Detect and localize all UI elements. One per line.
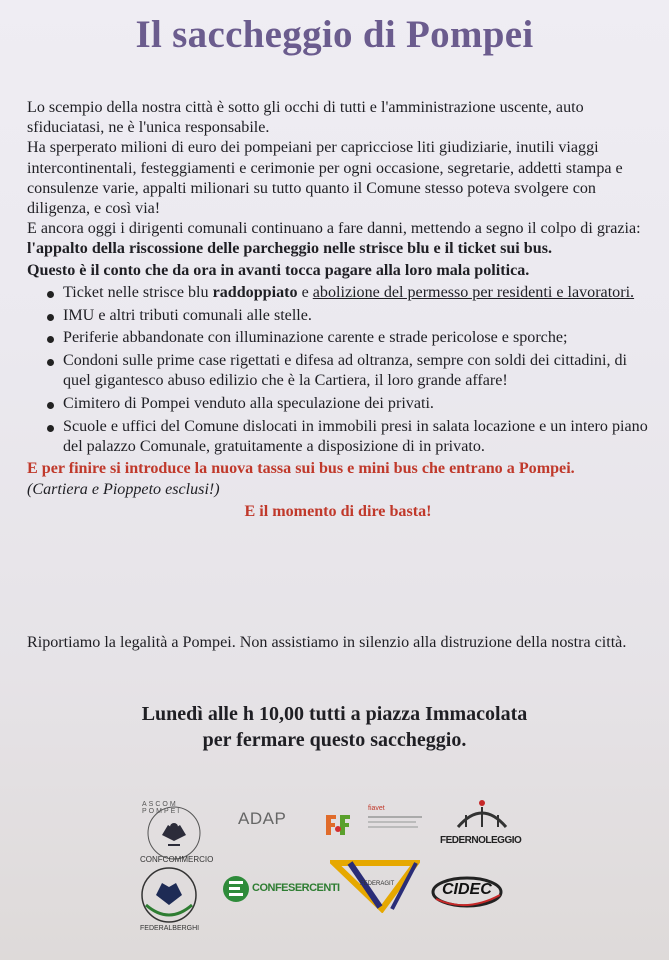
bullet-icon — [47, 336, 54, 343]
paragraph-3-bold: l'appalto della riscossione delle parcheggio nelle strisce blu e il ticket sui bus. — [27, 240, 552, 258]
bullet-icon — [47, 314, 54, 321]
federnoleggio-icon — [452, 797, 512, 833]
fiavet-mark-icon — [322, 809, 372, 841]
call-line-1: Lunedì alle h 10,00 tutti a piazza Immacolata — [141, 703, 528, 725]
cidec-logo — [430, 873, 504, 911]
fiavet-logo — [322, 803, 428, 843]
bullet-icon — [47, 425, 54, 432]
call-to-action — [0, 701, 669, 753]
fiavet-label: fiavet — [368, 805, 385, 812]
paragraph-3 — [27, 219, 649, 259]
federnoleggio-label: FEDERNOLEGGIO — [440, 835, 522, 846]
bullet-icon — [47, 291, 54, 298]
call-line-2: per fermare questo saccheggio. — [202, 729, 467, 751]
federalberghi-logo — [134, 865, 204, 937]
list-item: IMU e altri tributi comunali alle stelle. — [47, 306, 649, 326]
adap-logo: ADAP — [238, 809, 287, 828]
bullet-list — [27, 283, 649, 457]
confesercenti-logo — [222, 873, 340, 909]
paragraph-2: Ha sperperato milioni di euro dei pompeiani per capricciose liti giudiziarie, inutili viaggi intercontinentali, festeggiamenti e cerimonie per ogni occasione, segretarie, addetti stampa e consulenze varie, appalti milionari su tutto quanto il Comune stesso poteva svolgere con diligenza, e così via! — [27, 139, 623, 218]
bullet-icon — [47, 359, 54, 366]
confcommercio-label: CONFCOMMERCIO — [140, 855, 214, 864]
federagit-logo — [330, 859, 420, 913]
list-item: Ticket nelle strisce blu raddoppiato e abolizione del permesso per residenti e lavoratori. — [47, 283, 649, 303]
bullet-icon — [47, 402, 54, 409]
paragraph-1: Lo scempio della nostra città è sotto gli occhi di tutti e l'amministrazione uscente, auto sfiduciatasi, ne è l'unica responsabile. — [27, 99, 584, 137]
federagit-label: FEDERAGIT — [360, 881, 395, 887]
list-item: Cimitero di Pompei venduto alla speculazione dei privati. — [47, 394, 649, 414]
closing-slogan: E il momento di dire basta! — [244, 502, 432, 520]
paragraph-4: Questo è il conto che da ora in avanti tocca pagare alla loro mala politica. — [27, 261, 530, 279]
federalberghi-seal-icon — [134, 865, 204, 925]
confesercenti-label: CONFESERCENTI — [252, 882, 340, 894]
list-item: Scuole e uffici del Comune dislocati in immobili presi in salata locazione e un intero piano del palazzo Comunale, gratuitamente a disposizione di in privato. — [47, 417, 649, 457]
closing-italic-line: (Cartiera e Pioppeto esclusi!) — [27, 480, 220, 498]
paragraph-3-plain: E ancora oggi i dirigenti comunali continuano a fare danni, mettendo a segno il colpo di grazia: — [27, 220, 641, 238]
federalberghi-label: FEDERALBERGHI — [140, 925, 200, 932]
main-text — [27, 98, 649, 522]
ascom-label: ASCOM POMPEI — [142, 801, 182, 815]
confesercenti-icon — [222, 873, 250, 905]
final-paragraph: Riportiamo la legalità a Pompei. Non assistiamo in silenzio alla distruzione della nostra città. — [27, 634, 627, 651]
cidec-label: CIDEC — [442, 881, 492, 898]
federnoleggio-logo — [438, 797, 520, 857]
closing-red-line: E per finire si introduce la nuova tassa sui bus e mini bus che entrano a Pompei. — [27, 460, 575, 478]
sponsor-logos — [0, 795, 669, 945]
page-title: Il saccheggio di Pompei — [135, 13, 534, 56]
list-item: Condoni sulle prime case rigettati e difesa ad oltranza, sempre con soldi dei cittadini, di quel gigantesco abuso edilizio che è la Cartiera, il loro grande affare! — [47, 351, 649, 391]
underlined-text: abolizione del permesso per residenti e lavoratori. — [312, 283, 635, 301]
list-item: Periferie abbandonate con illuminazione carente e strade pericolose e sporche; — [47, 328, 649, 348]
ascom-logo — [132, 803, 216, 867]
